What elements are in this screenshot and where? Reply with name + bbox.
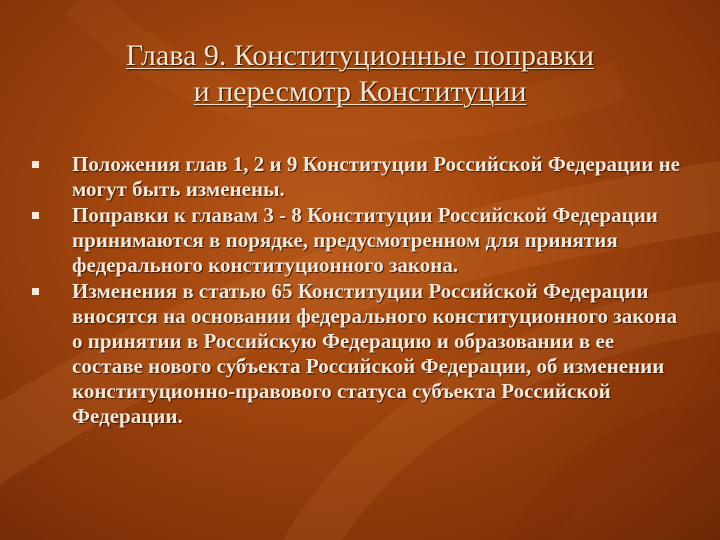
slide-title-line-2: и пересмотр Конституции	[193, 75, 527, 108]
bullet-item	[30, 152, 690, 202]
bullet-text: Изменения в статью 65 Конституции Российской Федерации вносятся на основании федерального конституционного закона о принятии в Российскую Федерацию и образовании в ее составе нового субъекта Российской Федерации, об изменении конституционно-правового статуса субъекта Российской Федерации.	[72, 279, 678, 428]
square-bullet-icon	[32, 161, 39, 168]
bullet-list	[30, 152, 690, 429]
slide-title	[40, 38, 680, 110]
bullet-text: Поправки к главам 3 - 8 Конституции Российской Федерации принимаются в порядке, предусмотренном для принятия федерального конституционного закона.	[72, 203, 658, 277]
bullet-item	[30, 203, 690, 278]
slide-title-line-1: Глава 9. Конституционные поправки	[125, 39, 595, 72]
square-bullet-icon	[32, 212, 39, 219]
bullet-text: Положения глав 1, 2 и 9 Конституции Российской Федерации не могут быть изменены.	[72, 152, 681, 201]
square-bullet-icon	[32, 288, 39, 295]
bullet-item	[30, 279, 690, 429]
